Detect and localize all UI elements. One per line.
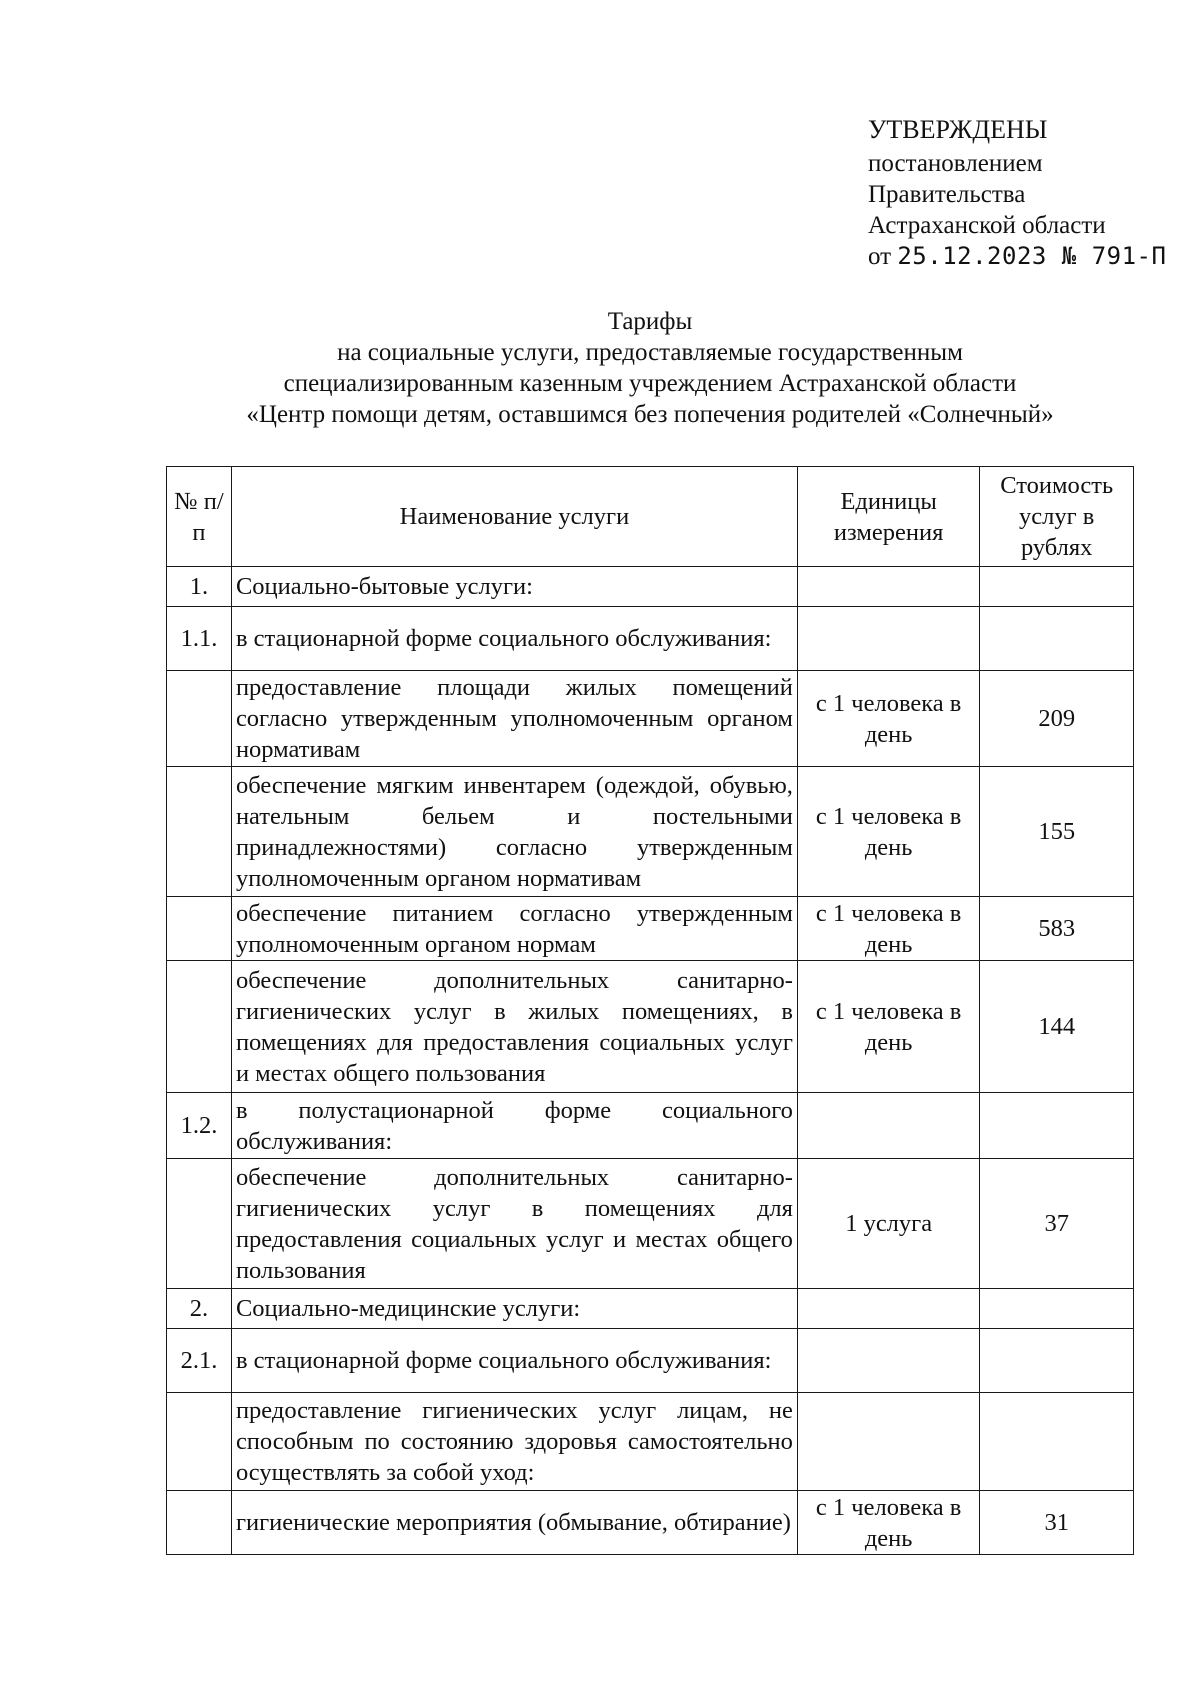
document-title (150, 306, 1150, 430)
row-num (167, 767, 232, 897)
row-cost: 583 (980, 897, 1134, 961)
table-row (167, 607, 1134, 671)
row-num: 2. (167, 1289, 232, 1329)
table-row (167, 671, 1134, 767)
row-num: 1. (167, 567, 232, 607)
row-cost (980, 1093, 1134, 1159)
title-line-4: «Центр помощи детям, оставшимся без попечения родителей «Солнечный» (246, 401, 1054, 428)
row-cost (980, 607, 1134, 671)
table-row (167, 767, 1134, 897)
approval-heading: УТВЕРЖДЕНЫ (868, 115, 1048, 144)
table-row (167, 1093, 1134, 1159)
table-row (167, 567, 1134, 607)
row-name: гигиенические мероприятия (обмывание, обтирание) (231, 1491, 797, 1555)
approval-decree-number (868, 241, 1188, 272)
table-row (167, 961, 1134, 1093)
row-unit: с 1 человека в день (797, 897, 979, 961)
row-num: 2.1. (167, 1329, 232, 1393)
approval-stamp (868, 112, 1188, 272)
row-name: Социально-бытовые услуги: (231, 567, 797, 607)
row-cost (980, 1393, 1134, 1491)
row-unit: с 1 человека в день (797, 1491, 979, 1555)
row-num (167, 1159, 232, 1289)
row-cost (980, 567, 1134, 607)
header-cost: Стоимость услуг в рублях (980, 467, 1134, 567)
table-row (167, 1159, 1134, 1289)
header-num: № п/п (167, 467, 232, 567)
row-unit: 1 услуга (797, 1159, 979, 1289)
row-name: в стационарной форме социального обслуживания: (231, 1329, 797, 1393)
title-line-3: специализированным казенным учреждением Астраханской области (283, 370, 1017, 397)
row-num: 1.2. (167, 1093, 232, 1159)
row-cost: 144 (980, 961, 1134, 1093)
row-cost (980, 1329, 1134, 1393)
table-row (167, 897, 1134, 961)
row-unit (797, 1289, 979, 1329)
title-line-1: Тарифы (607, 308, 693, 335)
row-unit: с 1 человека в день (797, 767, 979, 897)
row-unit (797, 567, 979, 607)
row-name: предоставление гигиенических услуг лицам, не способным по состоянию здоровья самостоятельно осуществлять за собой уход: (231, 1393, 797, 1491)
row-num (167, 1393, 232, 1491)
header-unit: Единицы измерения (797, 467, 979, 567)
row-num (167, 1491, 232, 1555)
decree-date-number: 25.12.2023 № 791-П (897, 242, 1167, 270)
row-unit (797, 1329, 979, 1393)
row-cost (980, 1289, 1134, 1329)
row-num (167, 961, 232, 1093)
row-unit (797, 1093, 979, 1159)
header-name: Наименование услуги (231, 467, 797, 567)
row-cost: 155 (980, 767, 1134, 897)
table-header-row (167, 467, 1134, 567)
approval-line-decree: постановлением (868, 150, 1043, 177)
row-unit: с 1 человека в день (797, 671, 979, 767)
row-unit: с 1 человека в день (797, 961, 979, 1093)
table-row (167, 1329, 1134, 1393)
row-unit (797, 1393, 979, 1491)
table-row (167, 1491, 1134, 1555)
row-name: в стационарной форме социального обслуживания: (231, 607, 797, 671)
tariffs-table (166, 466, 1134, 1555)
table-row (167, 1289, 1134, 1329)
row-cost: 209 (980, 671, 1134, 767)
row-cost: 37 (980, 1159, 1134, 1289)
row-name: обеспечение дополнительных санитарно-гигиенических услуг в помещениях для предоставления социальных услуг и местах общего пользования (231, 1159, 797, 1289)
row-name: в полустационарной форме социального обслуживания: (231, 1093, 797, 1159)
approval-line-government: Правительства (868, 181, 1026, 208)
row-unit (797, 607, 979, 671)
row-cost: 31 (980, 1491, 1134, 1555)
row-name: Социально-медицинские услуги: (231, 1289, 797, 1329)
row-name: предоставление площади жилых помещений согласно утвержденным уполномоченным органом нормативам (231, 671, 797, 767)
row-num (167, 671, 232, 767)
row-num (167, 897, 232, 961)
title-line-2: на социальные услуги, предоставляемые государственным (337, 339, 963, 366)
row-num: 1.1. (167, 607, 232, 671)
row-name: обеспечение дополнительных санитарно-гигиенических услуг в жилых помещениях, в помещениях для предоставления социальных услуг и местах общего пользования (231, 961, 797, 1093)
decree-prefix: от (868, 243, 898, 270)
approval-line-region: Астраханской области (868, 212, 1106, 239)
table-row (167, 1393, 1134, 1491)
row-name: обеспечение питанием согласно утвержденным уполномоченным органом нормам (231, 897, 797, 961)
row-name: обеспечение мягким инвентарем (одеждой, обувью, нательным бельем и постельными принадлежностями) согласно утвержденным уполномоченным органом нормативам (231, 767, 797, 897)
